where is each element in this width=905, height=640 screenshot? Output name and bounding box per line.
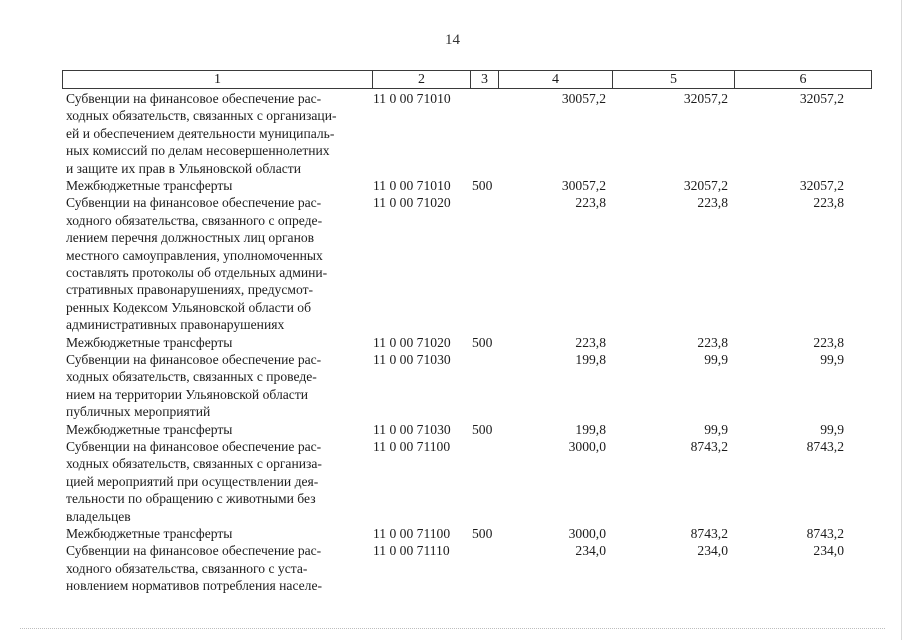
row-value-1: 199,8 <box>575 352 606 367</box>
row-vr: 500 <box>472 178 493 193</box>
row-name-line: ходных обязательств, связанных с проведе- <box>66 369 317 385</box>
header-col-2: 2 <box>373 71 471 88</box>
row-code: 11 0 00 71110 <box>373 543 450 559</box>
row-value-2: 223,8 <box>697 195 728 211</box>
row-name-line: ходного обязательства, связанного с уста- <box>66 560 308 576</box>
table-row <box>0 90 905 177</box>
row-value-3: 223,8 <box>813 195 844 211</box>
row-code: 11 0 00 71100 <box>373 439 451 454</box>
table-row <box>0 334 905 351</box>
row-name-line: административных правонарушениях <box>66 317 285 333</box>
row-value-2: 32057,2 <box>683 178 728 193</box>
row-code: 11 0 00 71020 <box>373 334 451 350</box>
row-name-line: цией мероприятий при осуществлении дея- <box>66 473 319 489</box>
table-row <box>0 194 905 333</box>
row-value-2: 223,8 <box>697 334 728 350</box>
header-col-5: 5 <box>613 71 735 88</box>
row-name <box>66 177 364 194</box>
row-vr: 500 <box>472 526 493 541</box>
row-name-line: лением перечня должностных лиц органов <box>66 230 315 246</box>
row-name-line: Межбюджетные трансферты <box>66 334 233 350</box>
row-name <box>66 194 364 333</box>
header-col-4: 4 <box>499 71 613 88</box>
row-name-line: Межбюджетные трансферты <box>66 421 233 437</box>
row-code: 11 0 00 71030 <box>373 421 451 437</box>
row-name-line: Межбюджетные трансферты <box>66 178 233 193</box>
row-name-line: Субвенции на финансовое обеспечение рас- <box>66 352 322 367</box>
row-name-line: ных комиссий по делам несовершеннолетних <box>66 143 330 159</box>
row-name-line: владельцев <box>66 508 131 524</box>
row-name-line: местного самоуправления, уполномоченных <box>66 247 323 263</box>
header-col-6: 6 <box>799 72 807 87</box>
scan-artifact <box>20 628 885 630</box>
row-name <box>66 421 364 438</box>
row-vr: 500 <box>472 421 493 437</box>
row-name-line: нием на территории Ульяновской области <box>66 386 309 402</box>
row-code: 11 0 00 71100 <box>373 526 451 541</box>
row-code: 11 0 00 71030 <box>373 352 451 367</box>
row-value-1: 3000,0 <box>568 439 606 454</box>
row-name <box>66 438 364 525</box>
row-name-line: ходных обязательств, связанных с организаци- <box>66 108 337 124</box>
row-name-line: Субвенции на финансовое обеспечение рас- <box>66 439 322 454</box>
row-value-1: 30057,2 <box>561 178 606 193</box>
table-row <box>0 351 905 421</box>
row-name <box>66 90 364 177</box>
row-value-2: 8743,2 <box>690 526 728 541</box>
row-name-line: публичных мероприятий <box>66 404 211 420</box>
row-name <box>66 351 364 421</box>
row-value-2: 234,0 <box>697 543 728 559</box>
row-value-1: 234,0 <box>575 543 606 559</box>
row-vr: 500 <box>472 334 493 350</box>
header-col-3: 3 <box>471 71 499 88</box>
row-value-3: 99,9 <box>820 421 844 437</box>
table-row <box>0 177 905 194</box>
row-name-line: составлять протоколы об отдельных админи- <box>66 265 328 281</box>
row-value-3: 8743,2 <box>806 439 844 454</box>
table-row <box>0 542 905 594</box>
row-name-line: ей и обеспечением деятельности муниципаль- <box>66 125 335 141</box>
row-name-line: и защите их прав в Ульяновской области <box>66 160 301 176</box>
row-name-line: тельности по обращению с животными без <box>66 491 316 507</box>
row-value-3: 8743,2 <box>806 526 844 541</box>
row-value-1: 3000,0 <box>568 526 606 541</box>
row-value-3: 223,8 <box>813 334 844 350</box>
row-value-1: 223,8 <box>575 195 606 211</box>
row-value-3: 234,0 <box>813 543 844 559</box>
row-value-2: 99,9 <box>704 421 728 437</box>
row-value-2: 32057,2 <box>683 91 728 106</box>
row-value-3: 32057,2 <box>799 178 844 193</box>
row-name-line: ходных обязательств, связанных с организа- <box>66 456 322 472</box>
row-name-line: Межбюджетные трансферты <box>66 526 233 541</box>
table-header <box>62 70 872 89</box>
row-value-1: 199,8 <box>575 421 606 437</box>
row-code: 11 0 00 71010 <box>373 178 451 193</box>
table-row <box>0 525 905 542</box>
row-name-line: новлением нормативов потребления населе- <box>66 578 323 594</box>
row-code: 11 0 00 71010 <box>373 91 451 106</box>
row-value-2: 99,9 <box>704 352 728 367</box>
page-number: 14 <box>445 32 460 48</box>
row-name <box>66 525 364 542</box>
row-name <box>66 542 364 594</box>
row-name <box>66 334 364 351</box>
row-name-line: Субвенции на финансовое обеспечение рас- <box>66 91 322 106</box>
header-col-1: 1 <box>63 71 373 88</box>
row-name-line: стративных правонарушениях, предусмот- <box>66 282 314 298</box>
table-row <box>0 421 905 438</box>
row-name-line: Субвенции на финансовое обеспечение рас- <box>66 195 322 211</box>
row-code: 11 0 00 71020 <box>373 195 451 211</box>
row-value-1: 223,8 <box>575 334 606 350</box>
row-name-line: Субвенции на финансовое обеспечение рас- <box>66 543 322 559</box>
table-row <box>0 438 905 525</box>
row-value-1: 30057,2 <box>561 91 606 106</box>
row-value-2: 8743,2 <box>690 439 728 454</box>
row-name-line: ренных Кодексом Ульяновской области об <box>66 299 311 315</box>
row-value-3: 32057,2 <box>799 91 844 106</box>
row-name-line: ходного обязательства, связанного с опреде- <box>66 212 323 228</box>
row-value-3: 99,9 <box>820 352 844 367</box>
